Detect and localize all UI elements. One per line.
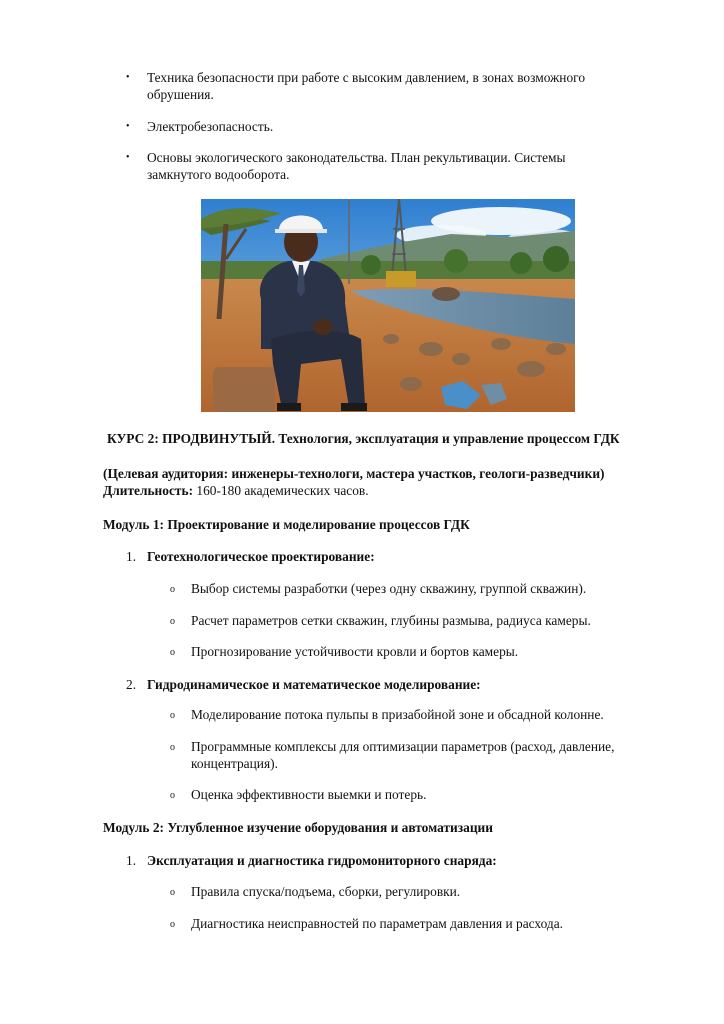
intro-bullet-1-line2: обрушения.	[147, 87, 214, 102]
sub-bullet-glyph: o	[170, 742, 175, 753]
sub-bullet-glyph: o	[170, 790, 175, 801]
sub-bullet-glyph: o	[170, 919, 175, 930]
duration-label: Длительность:	[103, 483, 194, 498]
sub-bullet-glyph: o	[170, 887, 175, 898]
bullet-glyph: •	[126, 121, 130, 132]
sub-bullet-glyph: o	[170, 584, 175, 595]
module1-item1-sub1: Выбор системы разработки (через одну скважину, группой скважин).	[191, 581, 587, 596]
module2-title: Модуль 2: Углубленное изучение оборудования и автоматизации	[103, 820, 493, 835]
module2-item1-sub1: Правила спуска/подъема, сборки, регулировки.	[191, 884, 461, 899]
intro-bullet-2-line1: Электробезопасность.	[147, 119, 274, 134]
bullet-glyph: •	[126, 72, 130, 83]
module2-item1-num: 1.	[126, 853, 137, 868]
engineer-photo	[201, 199, 575, 412]
module1-item1-sub2: Расчет параметров сетки скважин, глубины размыва, радиуса камеры.	[191, 613, 591, 628]
course-title: КУРС 2: ПРОДВИНУТЫЙ. Технология, эксплуатация и управление процессом ГДК	[107, 431, 620, 446]
module1-item2-title: Гидродинамическое и математическое моделирование:	[147, 677, 481, 692]
sub-bullet-glyph: o	[170, 647, 175, 658]
duration-value: 160-180 академических часов.	[193, 483, 369, 498]
module2-item1-sub2: Диагностика неисправностей по параметрам давления и расхода.	[191, 916, 564, 931]
module1-item2-sub1: Моделирование потока пульпы в призабойной зоне и обсадной колонне.	[191, 707, 604, 722]
bullet-glyph: •	[126, 152, 130, 163]
module1-item1-sub3: Прогнозирование устойчивости кровли и бортов камеры.	[191, 644, 519, 659]
module1-item1-num: 1.	[126, 549, 137, 564]
module1-item2-sub2-line1: Программные комплексы для оптимизации параметров (расход, давление,	[191, 739, 615, 754]
duration	[103, 482, 369, 499]
module1-item1-title: Геотехнологическое проектирование:	[147, 549, 375, 564]
module2-item1-title: Эксплуатация и диагностика гидромониторного снаряда:	[147, 853, 497, 868]
intro-bullet-3-line2: замкнутого водооборота.	[147, 167, 290, 182]
sub-bullet-glyph: o	[170, 616, 175, 627]
audience: (Целевая аудитория: инженеры-технологи, мастера участков, геологи-разведчики)	[103, 466, 605, 481]
module1-item2-sub2-line2: концентрация).	[191, 756, 278, 771]
intro-bullet-1-line1: Техника безопасности при работе с высоким давлением, в зонах возможного	[147, 70, 586, 85]
module1-title: Модуль 1: Проектирование и моделирование процессов ГДК	[103, 517, 470, 532]
module1-item2-num: 2.	[126, 677, 137, 692]
intro-bullet-3-line1: Основы экологического законодательства. План рекультивации. Системы	[147, 150, 566, 165]
module1-item2-sub3: Оценка эффективности выемки и потерь.	[191, 787, 427, 802]
sub-bullet-glyph: o	[170, 710, 175, 721]
